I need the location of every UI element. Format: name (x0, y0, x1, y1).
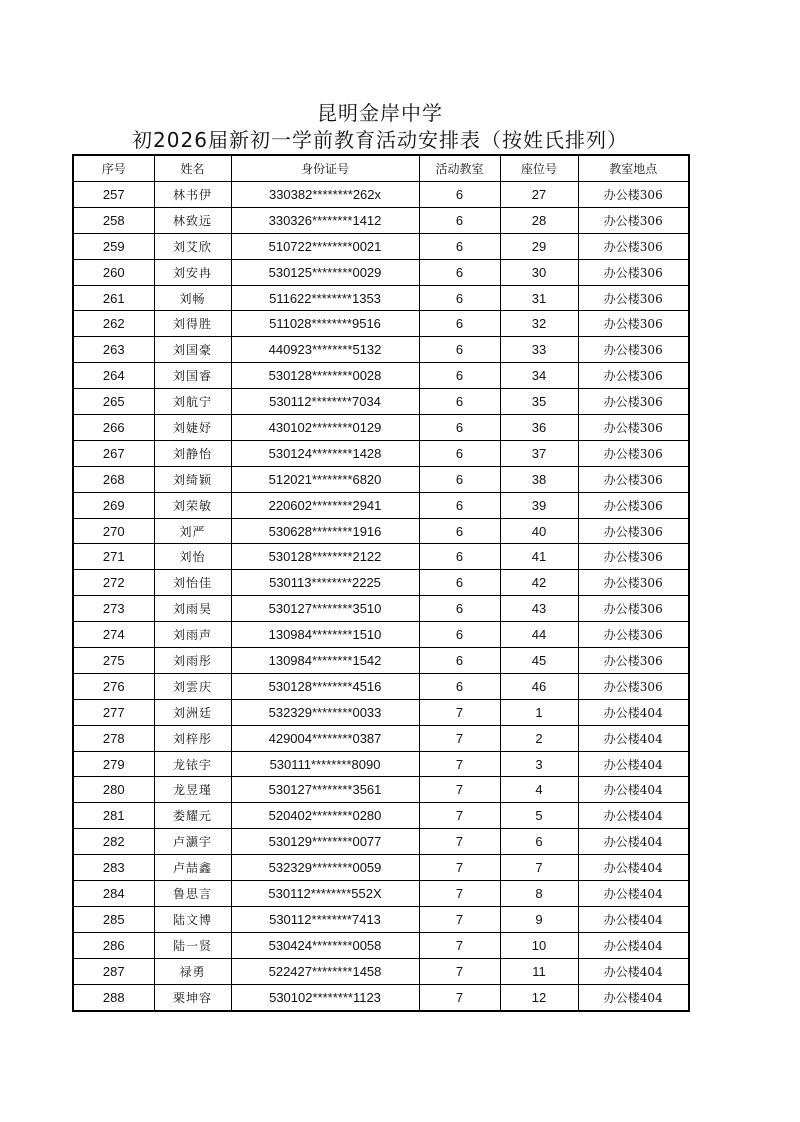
cell-seq: 278 (73, 725, 154, 751)
cell-location: 办公楼306 (578, 518, 689, 544)
cell-seat: 34 (500, 363, 578, 389)
cell-name: 刘严 (154, 518, 231, 544)
table-row (73, 207, 689, 233)
cell-seq: 267 (73, 440, 154, 466)
table-row (73, 337, 689, 363)
cell-seq: 269 (73, 492, 154, 518)
cell-location: 办公楼306 (578, 233, 689, 259)
table-row (73, 518, 689, 544)
table-row (73, 182, 689, 208)
cell-id-number: 532329********0033 (231, 699, 419, 725)
cell-name: 林致远 (154, 207, 231, 233)
cell-seq: 271 (73, 544, 154, 570)
cell-location: 办公楼306 (578, 440, 689, 466)
cell-name: 龙铱宇 (154, 751, 231, 777)
cell-id-number: 530129********0077 (231, 829, 419, 855)
cell-classroom: 6 (419, 440, 500, 466)
cell-seq: 258 (73, 207, 154, 233)
cell-location: 办公楼306 (578, 389, 689, 415)
cell-id-number: 220602********2941 (231, 492, 419, 518)
cell-name: 禄勇 (154, 958, 231, 984)
cell-classroom: 7 (419, 881, 500, 907)
cell-seat: 7 (500, 855, 578, 881)
cell-seq: 260 (73, 259, 154, 285)
cell-name: 卢喆鑫 (154, 855, 231, 881)
cell-id-number: 520402********0280 (231, 803, 419, 829)
cell-seat: 29 (500, 233, 578, 259)
cell-location: 办公楼404 (578, 751, 689, 777)
cell-seat: 2 (500, 725, 578, 751)
cell-name: 刘航宁 (154, 389, 231, 415)
cell-classroom: 6 (419, 570, 500, 596)
cell-classroom: 6 (419, 233, 500, 259)
cell-classroom: 6 (419, 492, 500, 518)
cell-seat: 12 (500, 984, 578, 1010)
table-row (73, 803, 689, 829)
table-body (73, 182, 689, 1011)
cell-seq: 273 (73, 596, 154, 622)
cell-name: 刘怡 (154, 544, 231, 570)
table-row (73, 958, 689, 984)
table-row (73, 285, 689, 311)
cell-seat: 35 (500, 389, 578, 415)
cell-seq: 262 (73, 311, 154, 337)
cell-name: 刘国豪 (154, 337, 231, 363)
cell-location: 办公楼306 (578, 182, 689, 208)
cell-name: 刘雨昊 (154, 596, 231, 622)
cell-seq: 265 (73, 389, 154, 415)
cell-classroom: 7 (419, 984, 500, 1010)
table-row (73, 881, 689, 907)
table-row (73, 648, 689, 674)
cell-seq: 268 (73, 466, 154, 492)
cell-id-number: 530112********7034 (231, 389, 419, 415)
cell-classroom: 6 (419, 622, 500, 648)
header-classroom: 活动教室 (419, 155, 500, 182)
cell-seat: 31 (500, 285, 578, 311)
cell-location: 办公楼306 (578, 673, 689, 699)
table-row (73, 570, 689, 596)
cell-name: 刘雨声 (154, 622, 231, 648)
cell-id-number: 530128********2122 (231, 544, 419, 570)
cell-id-number: 530128********0028 (231, 363, 419, 389)
cell-seq: 281 (73, 803, 154, 829)
cell-classroom: 6 (419, 544, 500, 570)
cell-seq: 285 (73, 906, 154, 932)
cell-location: 办公楼404 (578, 932, 689, 958)
cell-seq: 257 (73, 182, 154, 208)
cell-classroom: 6 (419, 466, 500, 492)
cell-classroom: 6 (419, 259, 500, 285)
cell-location: 办公楼306 (578, 622, 689, 648)
cell-seq: 270 (73, 518, 154, 544)
cell-classroom: 7 (419, 906, 500, 932)
cell-location: 办公楼306 (578, 259, 689, 285)
cell-id-number: 530628********1916 (231, 518, 419, 544)
cell-seat: 40 (500, 518, 578, 544)
cell-location: 办公楼306 (578, 544, 689, 570)
table-row (73, 855, 689, 881)
cell-id-number: 330382********262x (231, 182, 419, 208)
cell-classroom: 7 (419, 803, 500, 829)
cell-id-number: 130984********1510 (231, 622, 419, 648)
cell-seat: 27 (500, 182, 578, 208)
cell-id-number: 530127********3561 (231, 777, 419, 803)
cell-id-number: 511622********1353 (231, 285, 419, 311)
cell-classroom: 6 (419, 596, 500, 622)
cell-classroom: 6 (419, 389, 500, 415)
cell-seq: 287 (73, 958, 154, 984)
cell-location: 办公楼306 (578, 415, 689, 441)
cell-location: 办公楼306 (578, 285, 689, 311)
cell-seat: 38 (500, 466, 578, 492)
table-row (73, 389, 689, 415)
cell-seat: 9 (500, 906, 578, 932)
cell-id-number: 440923********5132 (231, 337, 419, 363)
cell-id-number: 530125********0029 (231, 259, 419, 285)
cell-classroom: 6 (419, 673, 500, 699)
cell-name: 刘国睿 (154, 363, 231, 389)
cell-seq: 276 (73, 673, 154, 699)
cell-location: 办公楼404 (578, 699, 689, 725)
cell-id-number: 510722********0021 (231, 233, 419, 259)
cell-classroom: 6 (419, 415, 500, 441)
cell-classroom: 6 (419, 285, 500, 311)
cell-location: 办公楼404 (578, 855, 689, 881)
cell-seq: 286 (73, 932, 154, 958)
cell-id-number: 429004********0387 (231, 725, 419, 751)
cell-seq: 284 (73, 881, 154, 907)
cell-name: 林书伊 (154, 182, 231, 208)
cell-id-number: 330326********1412 (231, 207, 419, 233)
cell-name: 刘洲廷 (154, 699, 231, 725)
cell-classroom: 6 (419, 518, 500, 544)
table-row (73, 751, 689, 777)
cell-seq: 264 (73, 363, 154, 389)
table-row (73, 699, 689, 725)
cell-location: 办公楼306 (578, 648, 689, 674)
cell-name: 刘安冉 (154, 259, 231, 285)
cell-id-number: 530102********1123 (231, 984, 419, 1010)
cell-seq: 282 (73, 829, 154, 855)
cell-seat: 10 (500, 932, 578, 958)
cell-name: 刘雨彤 (154, 648, 231, 674)
cell-seat: 37 (500, 440, 578, 466)
header-seat: 座位号 (500, 155, 578, 182)
school-name: 昆明金岸中学 (317, 101, 443, 125)
cell-location: 办公楼404 (578, 777, 689, 803)
table-row (73, 596, 689, 622)
table-row (73, 466, 689, 492)
cell-seq: 283 (73, 855, 154, 881)
header-id-number: 身份证号 (231, 155, 419, 182)
cell-seq: 288 (73, 984, 154, 1010)
cell-id-number: 530127********3510 (231, 596, 419, 622)
cell-classroom: 7 (419, 699, 500, 725)
cell-id-number: 530128********4516 (231, 673, 419, 699)
cell-seq: 263 (73, 337, 154, 363)
cell-location: 办公楼306 (578, 311, 689, 337)
cell-location: 办公楼404 (578, 958, 689, 984)
cell-seq: 261 (73, 285, 154, 311)
table-row (73, 906, 689, 932)
cell-classroom: 6 (419, 337, 500, 363)
cell-classroom: 7 (419, 777, 500, 803)
cell-classroom: 6 (419, 648, 500, 674)
table-row (73, 544, 689, 570)
cell-name: 刘梓彤 (154, 725, 231, 751)
cell-location: 办公楼404 (578, 881, 689, 907)
cell-seat: 5 (500, 803, 578, 829)
cell-classroom: 6 (419, 182, 500, 208)
cell-seat: 30 (500, 259, 578, 285)
cell-seat: 32 (500, 311, 578, 337)
cell-id-number: 522427********1458 (231, 958, 419, 984)
cell-seq: 279 (73, 751, 154, 777)
cell-seat: 1 (500, 699, 578, 725)
table-row (73, 259, 689, 285)
cell-id-number: 530112********552X (231, 881, 419, 907)
cell-classroom: 7 (419, 932, 500, 958)
cell-id-number: 530124********1428 (231, 440, 419, 466)
table-row (73, 492, 689, 518)
cell-location: 办公楼306 (578, 596, 689, 622)
cell-name: 刘荣敏 (154, 492, 231, 518)
cell-seat: 4 (500, 777, 578, 803)
cell-location: 办公楼306 (578, 207, 689, 233)
cell-name: 娄耀元 (154, 803, 231, 829)
table-row (73, 622, 689, 648)
cell-location: 办公楼404 (578, 984, 689, 1010)
cell-seat: 45 (500, 648, 578, 674)
table-row (73, 440, 689, 466)
cell-name: 陆文博 (154, 906, 231, 932)
cell-location: 办公楼404 (578, 829, 689, 855)
cell-name: 刘婕妤 (154, 415, 231, 441)
cell-id-number: 530424********0058 (231, 932, 419, 958)
cell-name: 陆一贤 (154, 932, 231, 958)
cell-seat: 11 (500, 958, 578, 984)
cell-name: 鲁思言 (154, 881, 231, 907)
cell-seq: 277 (73, 699, 154, 725)
table-row (73, 725, 689, 751)
cell-classroom: 7 (419, 751, 500, 777)
table-row (73, 363, 689, 389)
cell-location: 办公楼306 (578, 363, 689, 389)
cell-seq: 280 (73, 777, 154, 803)
cell-seq: 272 (73, 570, 154, 596)
table-row (73, 233, 689, 259)
cell-classroom: 6 (419, 363, 500, 389)
cell-classroom: 7 (419, 725, 500, 751)
cell-seat: 33 (500, 337, 578, 363)
cell-id-number: 430102********0129 (231, 415, 419, 441)
cell-seat: 46 (500, 673, 578, 699)
table-row (73, 673, 689, 699)
table-row (73, 311, 689, 337)
header-location: 教室地点 (578, 155, 689, 182)
cell-id-number: 512021********6820 (231, 466, 419, 492)
cell-classroom: 7 (419, 829, 500, 855)
cell-seat: 41 (500, 544, 578, 570)
cell-name: 刘畅 (154, 285, 231, 311)
student-roster-table (72, 154, 690, 1012)
cell-name: 卢灏宇 (154, 829, 231, 855)
cell-location: 办公楼306 (578, 466, 689, 492)
table-row (73, 415, 689, 441)
header-name: 姓名 (154, 155, 231, 182)
table-row (73, 777, 689, 803)
cell-name: 刘雲庆 (154, 673, 231, 699)
cell-seat: 42 (500, 570, 578, 596)
table-row (73, 984, 689, 1010)
cell-name: 刘得胜 (154, 311, 231, 337)
cell-id-number: 530113********2225 (231, 570, 419, 596)
document-title: 初2026届新初一学前教育活动安排表（按姓氏排列） (132, 128, 628, 152)
cell-id-number: 530112********7413 (231, 906, 419, 932)
cell-seat: 6 (500, 829, 578, 855)
header-seq: 序号 (73, 155, 154, 182)
table-header-row (73, 155, 689, 182)
cell-id-number: 511028********9516 (231, 311, 419, 337)
cell-id-number: 130984********1542 (231, 648, 419, 674)
cell-seat: 28 (500, 207, 578, 233)
cell-location: 办公楼404 (578, 725, 689, 751)
cell-seat: 36 (500, 415, 578, 441)
cell-location: 办公楼306 (578, 492, 689, 518)
cell-classroom: 7 (419, 855, 500, 881)
cell-location: 办公楼404 (578, 906, 689, 932)
cell-name: 刘怡佳 (154, 570, 231, 596)
cell-classroom: 7 (419, 958, 500, 984)
cell-name: 刘绮颖 (154, 466, 231, 492)
cell-name: 刘艾欣 (154, 233, 231, 259)
cell-name: 龙昱瑾 (154, 777, 231, 803)
cell-location: 办公楼404 (578, 803, 689, 829)
cell-seat: 39 (500, 492, 578, 518)
cell-seat: 43 (500, 596, 578, 622)
cell-name: 栗坤容 (154, 984, 231, 1010)
cell-seq: 259 (73, 233, 154, 259)
cell-location: 办公楼306 (578, 570, 689, 596)
cell-seq: 274 (73, 622, 154, 648)
cell-classroom: 6 (419, 207, 500, 233)
table-row (73, 829, 689, 855)
cell-id-number: 530111********8090 (231, 751, 419, 777)
table-row (73, 932, 689, 958)
cell-seat: 3 (500, 751, 578, 777)
cell-classroom: 6 (419, 311, 500, 337)
cell-seat: 8 (500, 881, 578, 907)
cell-location: 办公楼306 (578, 337, 689, 363)
cell-seq: 275 (73, 648, 154, 674)
cell-seq: 266 (73, 415, 154, 441)
cell-name: 刘静怡 (154, 440, 231, 466)
cell-seat: 44 (500, 622, 578, 648)
cell-id-number: 532329********0059 (231, 855, 419, 881)
